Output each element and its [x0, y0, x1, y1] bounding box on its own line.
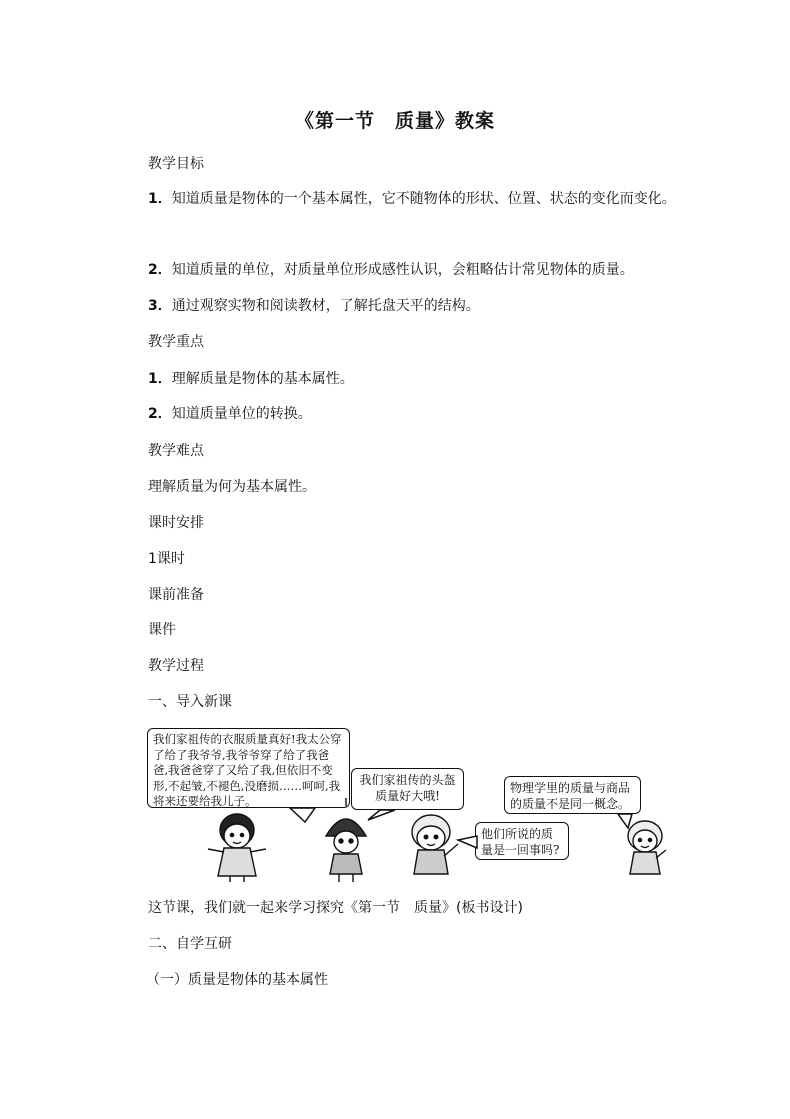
objective-2-text: 知道质量的单位，对质量单位形成感性认识，会粗略估计常见物体的质量。	[171, 262, 634, 278]
process-heading: 教学过程	[148, 658, 204, 674]
difficult-heading: 教学难点	[148, 443, 204, 459]
girl-figure-2	[628, 821, 666, 874]
key-point-1	[148, 369, 354, 389]
intro-heading: 一、导入新课	[148, 694, 232, 710]
objective-2	[148, 260, 634, 280]
page-title: 《第一节 质量》教案	[294, 110, 495, 132]
key-points-heading: 教学重点	[148, 334, 204, 350]
objective-2-num: 2．	[148, 262, 172, 278]
speech-bubble-2: 我们家祖传的头盔质量好大哦!	[351, 768, 464, 810]
objective-1	[121, 181, 676, 217]
schedule-heading: 课时安排	[148, 515, 204, 531]
prep-text: 课件	[148, 622, 176, 638]
key-point-2-num: 2．	[148, 406, 172, 422]
prep-heading: 课前准备	[148, 587, 204, 603]
objective-3	[148, 296, 480, 316]
key-point-2-text: 知道质量单位的转换。	[171, 406, 312, 422]
key-point-1-text: 理解质量是物体的基本属性。	[171, 371, 354, 387]
after-cartoon-text: 这节课，我们就一起来学习探究《第一节 质量》(板书设计)	[148, 900, 523, 916]
objective-1-text: 知道质量是物体的一个基本属性，它不随物体的形状、位置、状态的变化而变化。	[171, 191, 676, 207]
schedule-text: 1课时	[148, 551, 185, 567]
objectives-heading: 教学目标	[148, 156, 204, 172]
objective-3-text: 通过观察实物和阅读教材，了解托盘天平的结构。	[171, 298, 480, 314]
speech-bubble-1: 我们家祖传的衣服质量真好!我太公穿了给了我爷爷,我爷爷穿了给了我爸爸,我爸爸穿了又给了我,但依旧不变形,不起皱,不褪色,没磨损……呵呵,我将来还要给我儿子。	[147, 728, 350, 808]
subsection-1-heading: （一）质量是物体的基本属性	[146, 972, 328, 988]
key-point-2	[148, 404, 312, 424]
self-study-heading: 二、自学互研	[148, 936, 232, 952]
objective-3-num: 3．	[148, 298, 172, 314]
difficult-text: 理解质量为何为基本属性。	[148, 479, 316, 495]
boy-figure	[208, 814, 266, 882]
cartoon-illustration	[140, 724, 685, 884]
key-point-1-num: 1．	[148, 371, 172, 387]
speech-bubble-3: 他们所说的质量是一回事吗?	[475, 822, 569, 860]
speech-bubble-4: 物理学里的质量与商品的质量不是同一概念。	[504, 776, 641, 814]
helmet-boy-figure	[326, 798, 366, 882]
girl-figure-1	[412, 815, 458, 874]
objective-1-num: 1．	[148, 191, 172, 207]
